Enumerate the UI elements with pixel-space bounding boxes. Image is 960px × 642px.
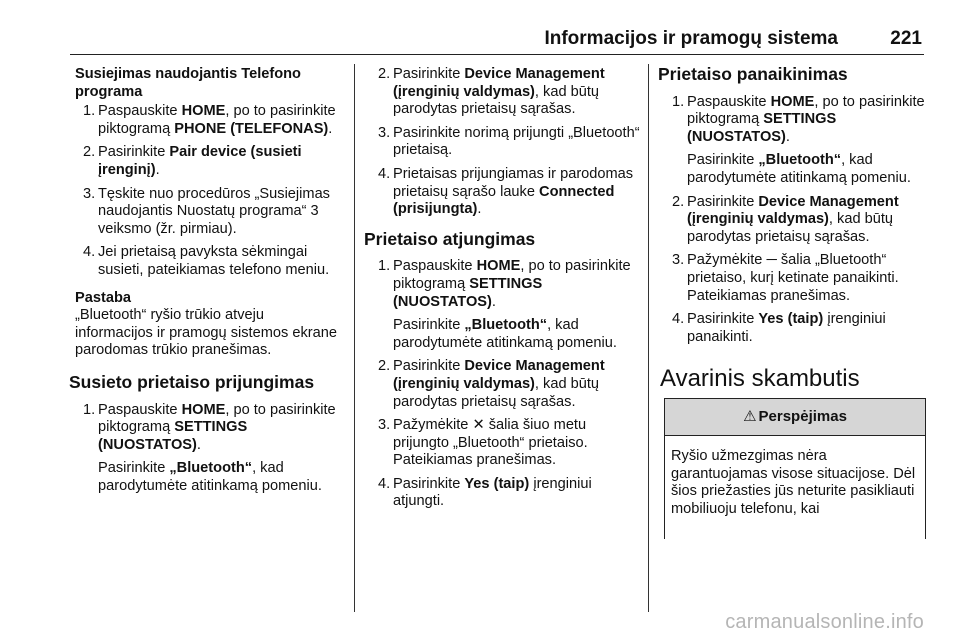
step-number: 4. <box>672 311 685 328</box>
warning-text: Ryšio užmezgimas nėra garantuojamas visose situacijose. Dėl šios priežasties jūs neturite pasikliauti mobiliuoju telefonu, kai <box>671 447 916 517</box>
ui-term: Yes (taip) <box>758 311 824 328</box>
step-text: , kad būtų parodytas prietaisų sąrašas. <box>393 375 600 410</box>
column-divider <box>354 64 355 612</box>
step-text: Pasirinkite <box>393 66 465 82</box>
step-text: . <box>155 161 160 178</box>
ui-term: Device Management (įrenginių valdymas) <box>687 193 899 228</box>
warning-header <box>665 399 925 436</box>
steps-list <box>75 402 343 455</box>
step-number: 3. <box>672 252 685 269</box>
list-item <box>664 311 926 346</box>
step-text: , po to pasirinkite piktogramą <box>98 103 336 137</box>
step-text: Pažymėkite ─ šalia „Bluetooth“ prietaiso, kurį ketinate panaikinti. Pateikiamas pranešimas. <box>687 252 899 304</box>
step-number: 4. <box>83 244 96 261</box>
steps-list <box>75 103 343 279</box>
step-text: , po to pasirinkite piktogramą <box>687 93 925 128</box>
step-number: 2. <box>378 358 391 375</box>
step-continuation <box>75 460 343 495</box>
step-text: Paspauskite <box>687 93 771 110</box>
step-text: , po to pasirinkite piktogramą <box>393 258 631 292</box>
ui-term: Pair device (susieti įrenginį) <box>98 144 302 178</box>
steps-list <box>664 94 926 147</box>
column-divider <box>648 64 649 612</box>
step-text: Pasirinkite <box>687 193 759 210</box>
ui-term: Connected (prisijungta) <box>393 183 615 218</box>
section-heading: Prietaiso panaikinimas <box>658 64 848 84</box>
page-title: Informacijos ir pramogų sistema <box>544 28 838 49</box>
ui-term: Device Management (įrenginių valdymas) <box>393 66 605 100</box>
step-text: , kad parodytumėte atitinkamą pomeniu. <box>98 460 322 494</box>
list-item <box>75 144 343 179</box>
step-text: , kad parodytumėte atitinkamą pomeniu. <box>687 152 911 186</box>
chapter-heading: Avarinis skambutis <box>660 365 860 393</box>
step-text: Prietaisas prijungiamas ir parodomas prietaisų sąrašo lauke <box>393 165 634 200</box>
list-item <box>75 244 343 279</box>
step-number: 4. <box>378 475 391 492</box>
step-text: įrenginiui panaikinti. <box>687 311 886 345</box>
list-item <box>370 125 640 160</box>
list-item <box>370 66 640 119</box>
list-item <box>370 417 640 470</box>
step-text: . <box>196 436 201 453</box>
watermark: carmanualsonline.info <box>725 611 924 633</box>
step-number: 3. <box>83 185 96 202</box>
ui-term: SETTINGS (NUOSTATOS) <box>687 111 837 145</box>
list-item <box>664 252 926 305</box>
column-1 <box>69 66 343 501</box>
step-text: Tęskite nuo procedūros „Susiejimas naudojantis Nuostatų programa“ 3 veiksmo (žr. pirmiau). <box>98 185 330 237</box>
step-number: 2. <box>378 66 391 82</box>
step-number: 1. <box>83 401 96 418</box>
ui-term: SETTINGS (NUOSTATOS) <box>393 275 543 310</box>
list-item <box>370 358 640 411</box>
step-text: Pasirinkite <box>393 358 465 375</box>
page-header <box>70 26 924 55</box>
step-text: Paspauskite <box>98 103 182 120</box>
step-continuation <box>664 152 926 187</box>
step-text: Jei prietaisą pavyksta sėkmingai susieti, pateikiamas telefono meniu. <box>98 244 330 278</box>
column-2 <box>364 66 640 517</box>
steps-list <box>370 66 640 219</box>
step-number: 1. <box>83 103 96 120</box>
ui-term: „Bluetooth“ <box>464 317 548 334</box>
step-text: Pasirinkite <box>687 311 759 328</box>
list-item <box>75 402 343 455</box>
step-text: Pažymėkite ✕ šalia šiuo metu prijungto „Bluetooth“ prietaiso. Pateikiamas pranešimas. <box>393 417 588 469</box>
step-text: , kad būtų parodytas prietaisų sąrašas. <box>393 83 600 118</box>
list-item <box>370 258 640 311</box>
step-text: , kad parodytumėte atitinkamą pomeniu. <box>393 317 617 351</box>
ui-term: HOME <box>476 258 521 275</box>
ui-term: Device Management (įrenginių valdymas) <box>393 358 605 392</box>
step-continuation <box>370 317 640 352</box>
list-item <box>370 476 640 511</box>
step-number: 1. <box>672 93 685 110</box>
step-text: Pasirinkite <box>393 475 465 492</box>
step-text: įrenginiui atjungti. <box>393 475 592 510</box>
list-item <box>75 186 343 239</box>
steps-list <box>370 258 640 311</box>
page-number: 221 <box>890 28 922 49</box>
warning-title: Perspėjimas <box>758 408 847 426</box>
note-text: „Bluetooth“ ryšio trūkio atveju informacijos ir pramogų sistemos ekrane parodomas trūkio pranešimas. <box>75 307 337 359</box>
warning-icon: ⚠ <box>743 408 757 426</box>
step-text: Pasirinkite <box>393 317 465 334</box>
step-text: . <box>491 293 496 310</box>
step-number: 1. <box>378 258 391 275</box>
step-number: 2. <box>83 144 96 161</box>
ui-term: Yes (taip) <box>464 475 530 492</box>
ui-term: PHONE (TELEFONAS) <box>174 120 329 137</box>
warning-box <box>664 398 926 539</box>
step-text: Paspauskite <box>393 258 477 275</box>
step-text: Pasirinkite <box>687 152 759 169</box>
steps-list <box>664 194 926 347</box>
step-text: . <box>328 120 333 137</box>
list-item <box>75 103 343 138</box>
ui-term: HOME <box>181 103 226 120</box>
note-title: Pastaba <box>75 289 131 306</box>
ui-term: HOME <box>181 401 226 418</box>
ui-term: „Bluetooth“ <box>758 152 842 169</box>
steps-list <box>370 358 640 511</box>
step-number: 2. <box>672 193 685 210</box>
step-text: Pasirinkite <box>98 144 170 161</box>
step-text: Pasirinkite <box>98 460 170 477</box>
step-number: 4. <box>378 165 391 182</box>
step-text: , kad būtų parodytas prietaisų sąrašas. <box>687 211 894 245</box>
ui-term: „Bluetooth“ <box>169 460 253 477</box>
ui-term: SETTINGS (NUOSTATOS) <box>98 419 248 453</box>
step-number: 3. <box>378 124 391 141</box>
list-item <box>664 194 926 247</box>
list-item <box>370 166 640 219</box>
step-text: , po to pasirinkite piktogramą <box>98 401 336 436</box>
step-text: . <box>785 128 790 145</box>
column-3 <box>658 64 926 539</box>
section-heading: Susieto prietaiso prijungimas <box>69 371 315 392</box>
step-text: Pasirinkite norimą prijungti „Bluetooth“ prietaisą. <box>393 124 640 159</box>
step-text: . <box>477 201 482 218</box>
ui-term: HOME <box>770 93 815 110</box>
step-number: 3. <box>378 417 391 434</box>
subheading-phone-pairing: Susiejimas naudojantis Telefono programa <box>75 66 301 100</box>
step-text: Paspauskite <box>98 401 182 418</box>
list-item <box>664 94 926 147</box>
section-heading: Prietaiso atjungimas <box>364 228 536 249</box>
